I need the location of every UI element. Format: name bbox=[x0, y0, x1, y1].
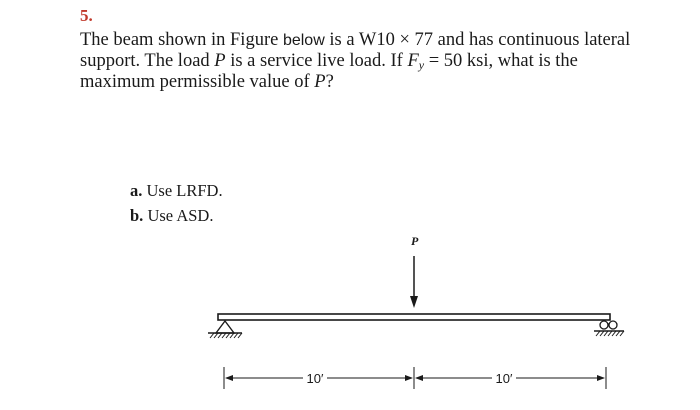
problem-number: 5. bbox=[80, 6, 93, 25]
fy-symbol: F bbox=[407, 51, 419, 71]
part-a-letter: a. bbox=[130, 181, 143, 200]
problem-text-1: The beam shown in Figure bbox=[80, 30, 283, 50]
load-label: P bbox=[411, 234, 419, 248]
load-symbol-2: P bbox=[314, 72, 326, 92]
problem-text-below: below bbox=[282, 32, 325, 49]
part-b-letter: b. bbox=[130, 206, 144, 225]
fy-subscript: y bbox=[418, 58, 425, 72]
span-right-label: 10′ bbox=[495, 371, 513, 386]
beam bbox=[218, 314, 610, 320]
load-arrow bbox=[410, 256, 418, 308]
load-symbol: P bbox=[214, 51, 226, 71]
part-b-text: Use ASD. bbox=[147, 206, 214, 225]
pin-support-icon bbox=[208, 321, 242, 338]
roller-support-icon bbox=[594, 321, 624, 336]
problem-text-4: is a service live load. If bbox=[225, 51, 408, 71]
problem-text-3: is a W10 × 77 and has continuous lateral support. The load bbox=[80, 30, 631, 71]
problem-text-5: = 50 ksi, what is the maximum permissible value of bbox=[80, 51, 578, 92]
part-a-text: Use LRFD. bbox=[146, 181, 223, 200]
span-left-label: 10′ bbox=[306, 371, 324, 386]
problem-text-6: ? bbox=[325, 72, 334, 92]
